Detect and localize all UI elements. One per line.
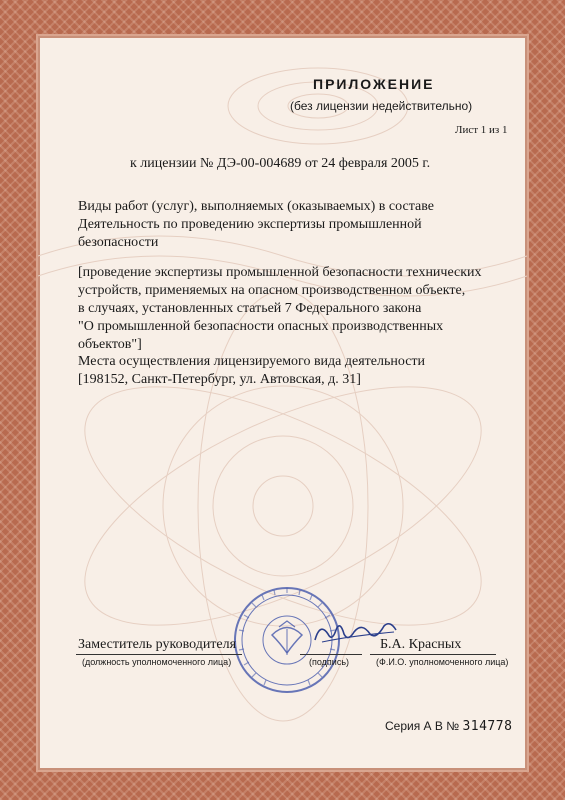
- description-line-5: объектов"]: [78, 337, 142, 352]
- page-subtitle: (без лицензии недействительно): [290, 99, 473, 113]
- signer-name: Б.А. Красных: [380, 637, 462, 652]
- serial-label: Серия А В №: [385, 719, 460, 733]
- description-line-4: "О промышленной безопасности опасных производственных: [78, 319, 444, 334]
- signature-caption: (подпись): [309, 657, 350, 667]
- works-line-1: Виды работ (услуг), выполняемых (оказываемых) в составе: [78, 199, 434, 214]
- name-line: [370, 654, 496, 655]
- description-line-2: устройств, применяемых на опасном производственном объекте,: [78, 283, 466, 298]
- works-line-2: Деятельность по проведению экспертизы промышленной: [78, 217, 422, 232]
- signer-position: Заместитель руководителя: [78, 637, 237, 652]
- signature-line: [300, 654, 362, 655]
- serial-digits: 314778: [462, 719, 513, 734]
- license-reference: к лицензии № ДЭ-00-004689 от 24 февраля 2005 г.: [130, 156, 431, 171]
- place-line-2: [198152, Санкт-Петербург, ул. Автовская, д. 31]: [78, 372, 361, 387]
- sheet-number: Лист 1 из 1: [455, 124, 508, 136]
- name-caption: (Ф.И.О. уполномоченного лица): [376, 657, 509, 667]
- serial-number: [385, 719, 512, 734]
- position-line: [76, 654, 242, 655]
- works-line-3: безопасности: [78, 235, 159, 250]
- description-line-1: [проведение экспертизы промышленной безопасности технических: [78, 265, 482, 280]
- page-title: ПРИЛОЖЕНИЕ: [313, 76, 435, 92]
- place-line-1: Места осуществления лицензируемого вида деятельности: [78, 354, 426, 369]
- position-caption: (должность уполномоченного лица): [82, 657, 232, 667]
- description-line-3: в случаях, установленных статьей 7 Федерального закона: [78, 301, 422, 316]
